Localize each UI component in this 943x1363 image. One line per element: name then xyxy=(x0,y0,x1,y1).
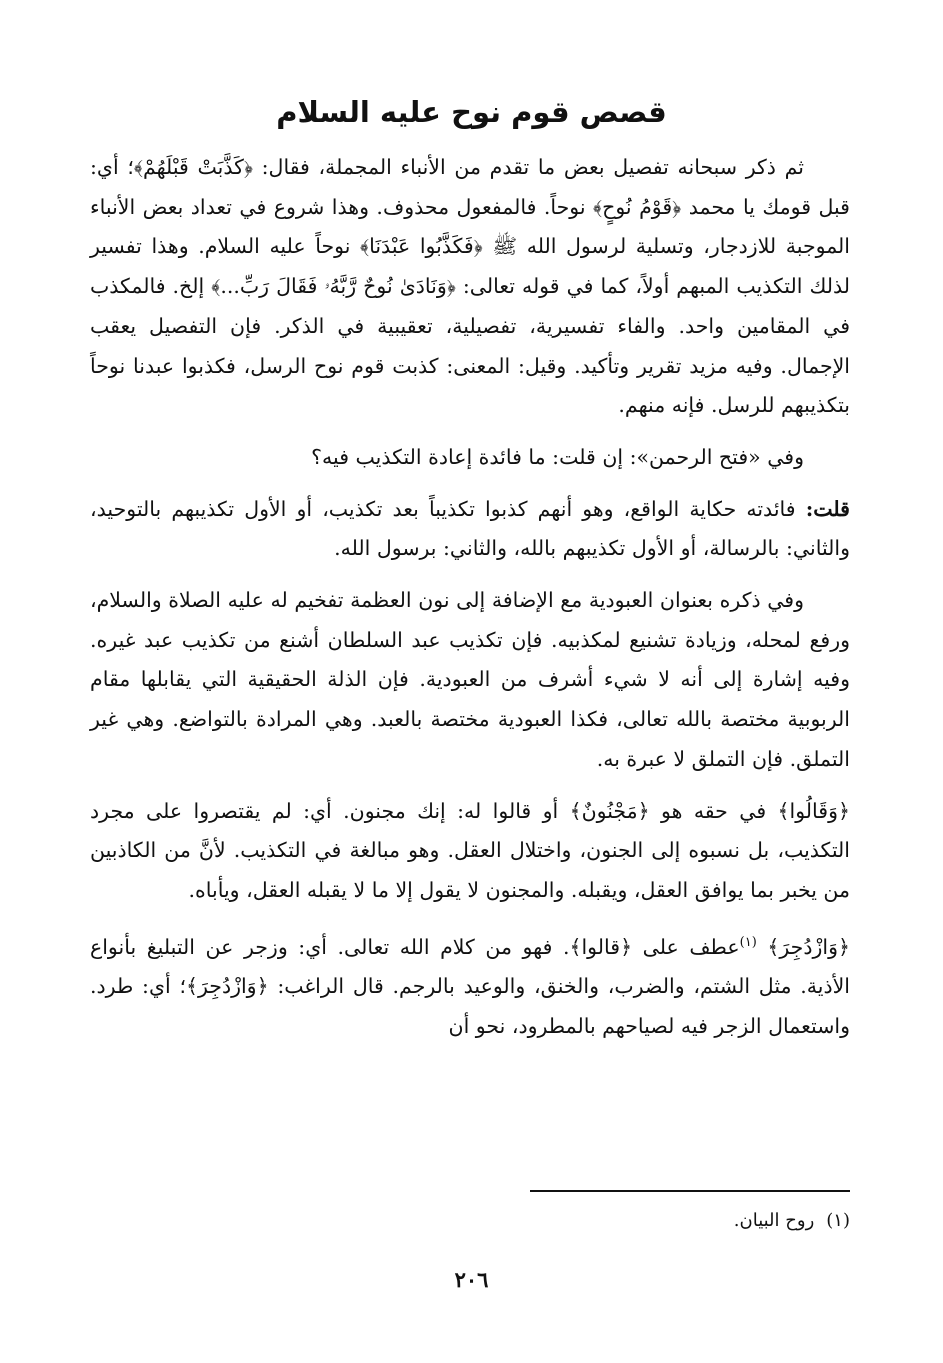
paragraph-2: وفي «فتح الرحمن»: إن قلت: ما فائدة إعادة التكذيب فيه؟ xyxy=(311,444,804,469)
footnote-number: (١) xyxy=(826,1210,850,1231)
paragraph-6-lead: ﴿وَازْدُجِرَ﴾ xyxy=(767,934,850,959)
paragraph-1: ثم ذكر سبحانه تفصيل بعض ما تقدم من الأنباء المجملة، فقال: ﴿كَذَّبَتْ قَبْلَهُمْ﴾؛ أي: قبل قومك يا محمد ﴿قَوْمُ نُوحٍ﴾ نوحاً. فالمفعول محذوف. وهذا شروع في تعداد بعض الأنباء الموجبة للازدجار، وتسلية لرسول الله ﷺ ﴿فَكَذَّبُوا عَبْدَنَا﴾ نوحاً عليه السلام. وهذا تفسير لذلك التكذيب المبهم أولاً، كما في قوله تعالى: ﴿وَنَادَىٰ نُوحٌ رَّبَّهُۥ فَقَالَ رَبِّ...﴾ إلخ. فالمكذب في المقامين واحد. والفاء تفسيرية، تفصيلية، تعقيبية في الذكر. فإن التفصيل يعقب الإجمال. وفيه مزيد تقرير وتأكيد. وقيل: المعنى: كذبت قوم نوح الرسل، فكذبوا عبدنا نوحاً بتكذيبهم للرسل. فإنه منهم. xyxy=(90,155,850,418)
paragraph-3 xyxy=(90,490,850,569)
paragraph-5: ﴿وَقَالُوا﴾ في حقه هو ﴿مَجْنُونٌ﴾ أو قالوا له: إنك مجنون. أي: لم يقتصروا على مجرد التكذيب، بل نسبوه إلى الجنون، واختلال العقل. وهو مبالغة في التكذيب. لأنَّ من الكاذبين من يخبر بما يوافق العقل، ويقبله. والمجنون لا يقول إلا ما لا يقبله العقل، ويأباه. xyxy=(90,798,850,902)
page-title: قصص قوم نوح عليه السلام xyxy=(276,95,667,129)
footnote-reference: (١) xyxy=(739,934,757,950)
page-number: ٢٠٦ xyxy=(454,1267,489,1292)
footnote-text: روح البيان. xyxy=(733,1210,815,1231)
paragraph-6-text: عطف على ﴿قالوا﴾. فهو من كلام الله تعالى. أي: وزجر عن التبليغ بأنواع الأذية. مثل الشتم، والضرب، والخنق، والوعيد بالرجم. قال الراغب: ﴿وَازْدُجِرَ﴾؛ أي: طرد. واستعمال الزجر فيه لصياحهم بالمطرود، نحو أن xyxy=(90,934,850,1038)
main-text xyxy=(90,148,850,1047)
paragraph-6 xyxy=(90,923,850,1047)
paragraph-3-text: فائدته حكاية الواقع، وهو أنهم كذبوا تكذيباً بعد تكذيب، أو الأول تكذيبهم بالتوحيد، والثاني: بالرسالة، أو الأول تكذيبهم بالله، والثاني: برسول الله. xyxy=(90,496,850,561)
answer-lead: قلت: xyxy=(805,496,850,521)
footnote xyxy=(90,1206,850,1236)
footnote-separator xyxy=(530,1190,850,1192)
paragraph-4: وفي ذكره بعنوان العبودية مع الإضافة إلى نون العظمة تفخيم له عليه الصلاة والسلام، ورفع لمحله، وزيادة تشنيع لمكذبيه. فإن تكذيب عبد السلطان أشنع من تكذيب عبد غيره. وفيه إشارة إلى أنه لا شيء أشرف من العبودية. فإن الذلة الحقيقية التي يقابلها مقام الربوبية مختصة بالله تعالى، فكذا العبودية مختصة بالعبد. وهي المرادة بالتواضع. وهي غير التملق. فإن التملق لا عبرة به. xyxy=(90,588,850,771)
